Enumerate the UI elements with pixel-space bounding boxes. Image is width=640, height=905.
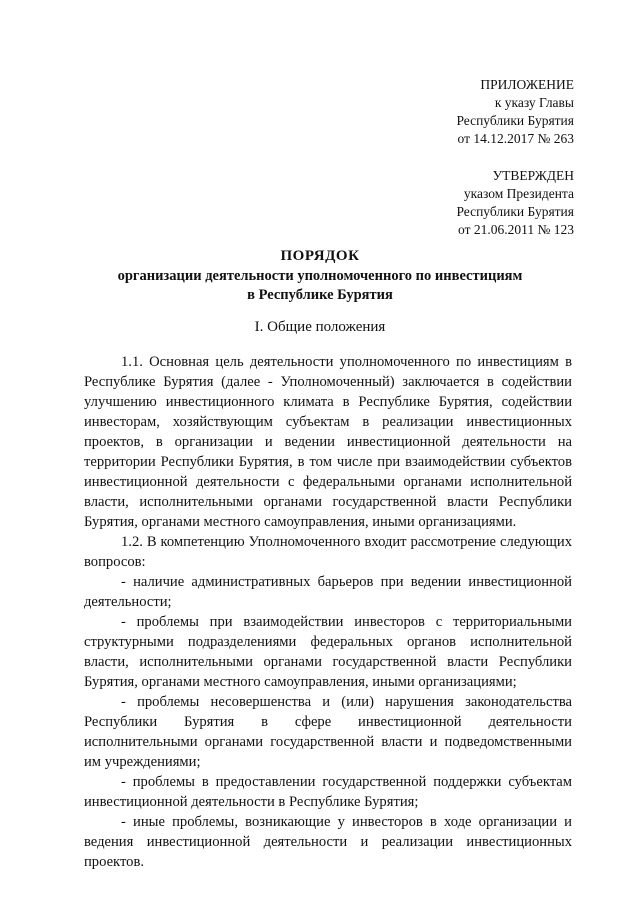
appendix-line-1: к указу Главы bbox=[494, 95, 574, 110]
paragraph-1-1: 1.1. Основная цель деятельности уполномоченного по инвестициям в Республике Бурятия (далее - Уполномоченный) заключается в содействии улучшению инвестиционного климата в Республике Бурятия, содействии инвесторам, хозяйствующим субъектам в реализации инвестиционных проектов, в организации и ведении инвестиционной деятельности на территории Республики Бурятия, в том числе при взаимодействии субъектов инвестиционной деятельности с федеральными органами исполнительной власти, исполнительными органами государственной власти Республики Бурятия, органами местного самоуправления, иными организациями. bbox=[84, 354, 572, 530]
document-subtitle-line-1: организации деятельности уполномоченного по инвестициям bbox=[117, 268, 523, 284]
document-subtitle-line-2: в Республике Бурятия bbox=[247, 287, 393, 303]
appendix-line-3: от 14.12.2017 № 263 bbox=[457, 131, 574, 146]
appendix-line-2: Республики Бурятия bbox=[456, 113, 574, 128]
appendix-title: ПРИЛОЖЕНИЕ bbox=[480, 77, 574, 92]
document-title-block bbox=[84, 247, 556, 305]
list-item-interaction-problems: - проблемы при взаимодействии инвесторов с территориальными структурными подразделениями федеральных органов исполнительной власти, исполнительными органами государственной власти Республики Бурятия, органами местного самоуправления, иными организациями; bbox=[84, 614, 572, 690]
approved-line-2: Республики Бурятия bbox=[456, 204, 574, 219]
header-spacer bbox=[354, 148, 574, 167]
approved-title: УТВЕРЖДЕН bbox=[492, 168, 574, 183]
list-item-administrative-barriers: - наличие административных барьеров при ведении инвестиционной деятельности; bbox=[84, 574, 572, 610]
approved-line-1: указом Президента bbox=[463, 186, 574, 201]
paragraph-1-2: 1.2. В компетенцию Уполномоченного входит рассмотрение следующих вопросов: bbox=[84, 534, 572, 570]
document-title: ПОРЯДОК bbox=[280, 248, 360, 264]
approved-line-3: от 21.06.2011 № 123 bbox=[458, 222, 574, 237]
document-body bbox=[84, 352, 572, 872]
list-item-state-support-problems: - проблемы в предоставлении государственной поддержки субъектам инвестиционной деятельности в Республике Бурятия; bbox=[84, 774, 572, 810]
list-item-legislation-problems: - проблемы несовершенства и (или) нарушения законодательства Республики Бурятия в сфере инвестиционной деятельности исполнительными органами государственной власти и подведомственными им учреждениями; bbox=[84, 694, 572, 770]
list-item-other-problems: - иные проблемы, возникающие у инвесторов в ходе организации и ведения инвестиционной деятельности и реализации инвестиционных проектов. bbox=[84, 814, 572, 870]
section-heading: I. Общие положения bbox=[254, 319, 386, 335]
approval-header bbox=[354, 76, 574, 239]
